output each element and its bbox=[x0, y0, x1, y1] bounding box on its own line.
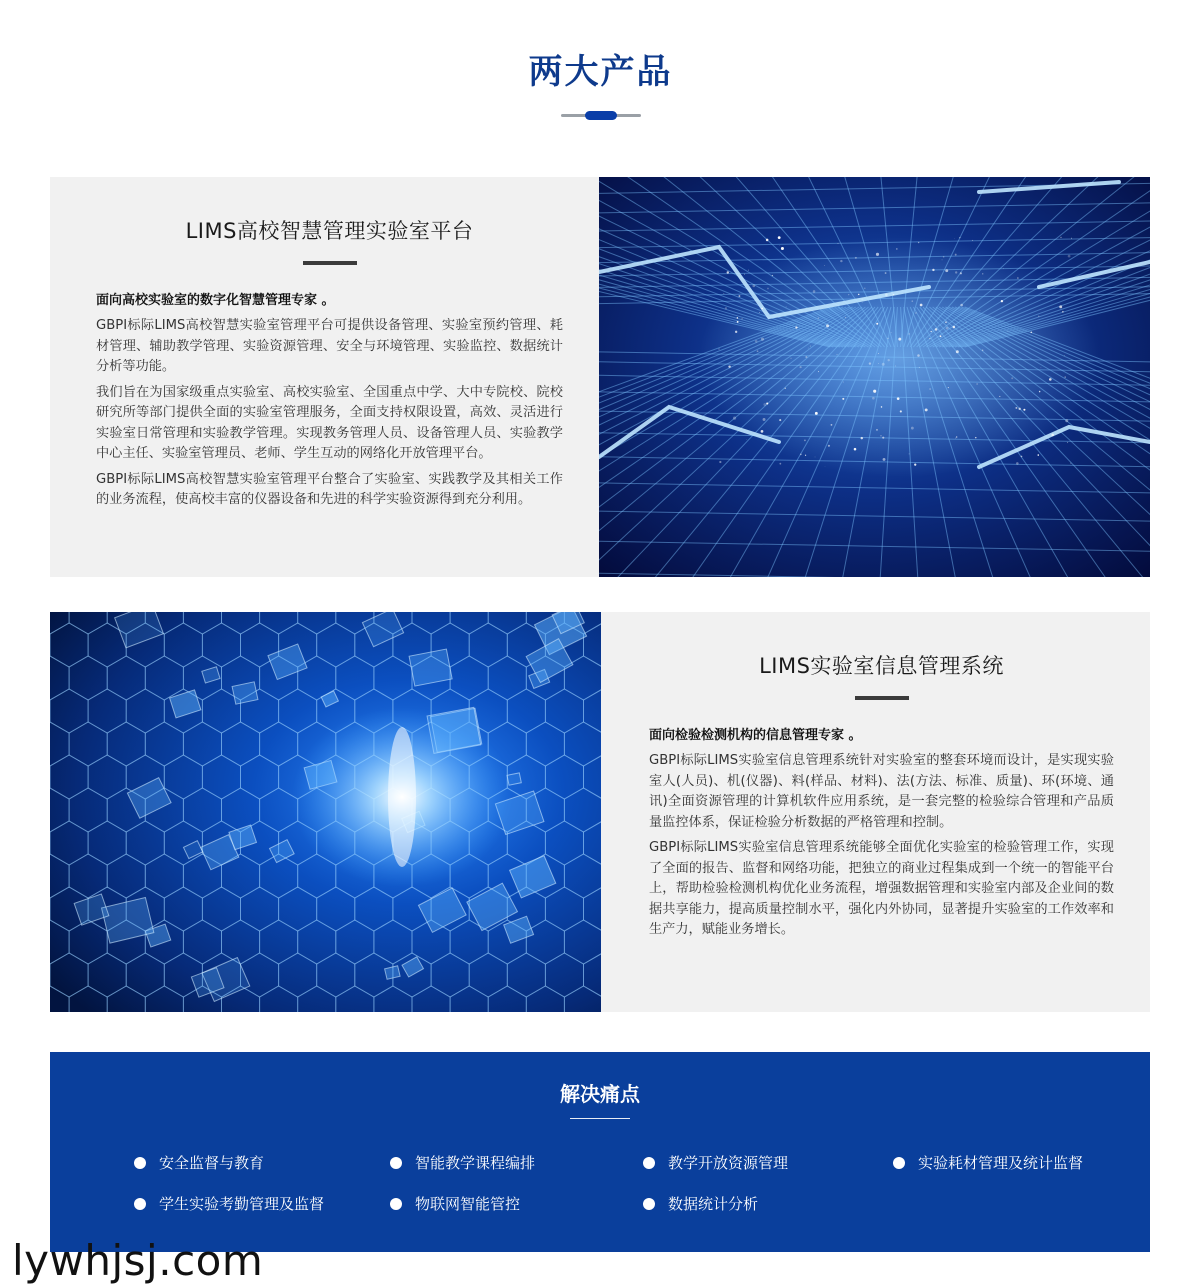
pain-point-item bbox=[643, 1152, 788, 1174]
product-title: LIMS实验室信息管理系统 bbox=[759, 654, 1004, 678]
pain-point-item bbox=[390, 1193, 520, 1215]
title-divider bbox=[561, 110, 641, 120]
pain-point-label: 物联网智能管控 bbox=[415, 1195, 521, 1213]
pain-point-label: 安全监督与教育 bbox=[159, 1154, 265, 1172]
bullet-dot-icon bbox=[390, 1198, 402, 1210]
pain-point-item bbox=[134, 1193, 324, 1215]
product-text-panel bbox=[601, 612, 1150, 1012]
bullet-dot-icon bbox=[134, 1198, 146, 1210]
bullet-dot-icon bbox=[893, 1157, 905, 1169]
product-paragraph: GBPI标际LIMS高校智慧实验室管理平台整合了实验室、实践教学及其相关工作的业务流程，使高校丰富的仪器设备和先进的科学实验资源得到充分利用。 bbox=[96, 471, 563, 507]
pain-points-title: 解决痛点 bbox=[560, 1082, 640, 1106]
product-paragraph: GBPI标际LIMS实验室信息管理系统针对实验室的整套环境而设计，是实现实验室人(人员)、机(仪器)、料(样品、材料)、法(方法、标准、质量)、环(环境、通讯)全面资源管理的计算机软件应用系统，是一套完整的检验综合管理和产品质量监控体系，保证检验分析数据的严格管理和控制。 bbox=[649, 753, 1114, 830]
bullet-dot-icon bbox=[643, 1157, 655, 1169]
product-title: LIMS高校智慧管理实验室平台 bbox=[185, 219, 474, 243]
pain-point-label: 教学开放资源管理 bbox=[668, 1154, 789, 1172]
pain-point-label: 智能教学课程编排 bbox=[415, 1154, 536, 1172]
product-card-lims-info-system bbox=[50, 612, 1150, 1012]
pain-point-item bbox=[643, 1193, 758, 1215]
blue-grid-network-image bbox=[599, 177, 1150, 577]
pain-point-label: 实验耗材管理及统计监督 bbox=[918, 1154, 1084, 1172]
pain-point-item bbox=[390, 1152, 535, 1174]
product-card-lims-university bbox=[50, 177, 1150, 577]
pain-point-item bbox=[134, 1152, 264, 1174]
pain-point-label: 数据统计分析 bbox=[668, 1195, 759, 1213]
pain-point-item bbox=[893, 1152, 1083, 1174]
bullet-dot-icon bbox=[643, 1198, 655, 1210]
pain-points-section bbox=[50, 1052, 1150, 1252]
watermark-text: lywhjsj.com bbox=[12, 1236, 264, 1285]
bullet-dot-icon bbox=[134, 1157, 146, 1169]
product-paragraph: GBPI标际LIMS实验室信息管理系统能够全面优化实验室的检验管理工作，实现了全面的报告、监督和网络功能，把独立的商业过程集成到一个统一的智能平台上，帮助检验检测机构优化业务流程，增强数据管理和实验室内部及企业间的数据共享能力，提高质量控制水平，强化内外协同，显著提升实验室的工作效率和生产力，赋能业务增长。 bbox=[649, 840, 1114, 937]
pain-points-underline bbox=[570, 1118, 630, 1119]
product-paragraph: GBPI标际LIMS高校智慧实验室管理平台可提供设备管理、实验室预约管理、耗材管理、辅助教学管理、实验资源管理、安全与环境管理、实验监控、数据统计分析等功能。 bbox=[96, 318, 563, 374]
bullet-dot-icon bbox=[390, 1157, 402, 1169]
product-title-underline bbox=[855, 696, 909, 700]
product-title-underline bbox=[303, 261, 357, 265]
product-subtitle: 面向检验检测机构的信息管理专家 。 bbox=[649, 728, 862, 743]
product-text-panel bbox=[50, 177, 599, 577]
product-subtitle: 面向高校实验室的数字化智慧管理专家 。 bbox=[96, 293, 335, 308]
blue-hexagon-cubes-image bbox=[50, 612, 601, 1012]
pain-point-label: 学生实验考勤管理及监督 bbox=[159, 1195, 325, 1213]
product-paragraph: 我们旨在为国家级重点实验室、高校实验室、全国重点中学、大中专院校、院校研究所等部门提供全面的实验室管理服务，全面支持权限设置，高效、灵活进行实验室日常管理和实验教学管理。实现教务管理人员、设备管理人员、实验教学中心主任、实验室管理员、老师、学生互动的网络化开放管理平台。 bbox=[96, 384, 563, 461]
section-title: 两大产品 bbox=[528, 52, 673, 92]
